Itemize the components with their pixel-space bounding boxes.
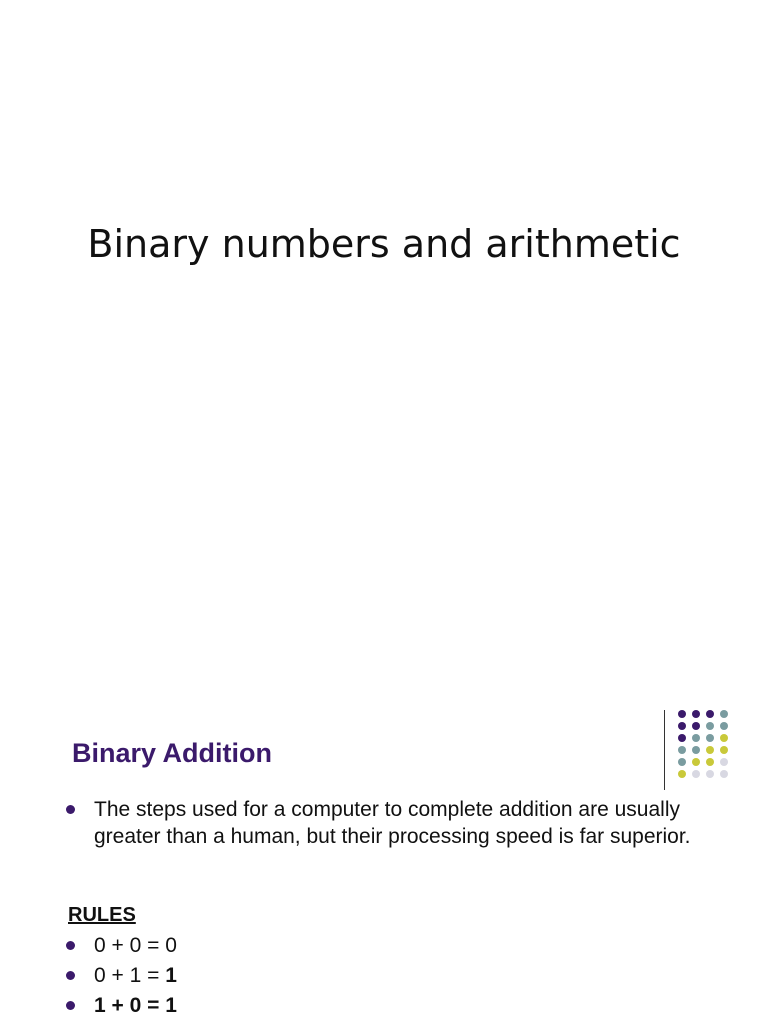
rule-expression: 0 + 1 = [94,964,166,987]
decorative-dot [720,758,728,766]
decorative-dot [706,722,714,730]
rule-expression: 1 + 0 = [94,994,166,1017]
decorative-dot [720,746,728,754]
rule-item [66,992,366,1020]
slide-heading: Binary Addition [72,738,272,768]
decorative-dot [678,758,686,766]
decorative-dot [720,770,728,778]
bullet-icon [66,971,75,980]
rule-result: 0 [165,934,177,957]
bullet-icon [66,1001,75,1010]
decorative-dot [678,710,686,718]
decorative-dot [706,770,714,778]
decorative-dot [692,758,700,766]
decorative-dot [692,770,700,778]
decorative-dot [706,710,714,718]
decorative-dot [692,746,700,754]
page-title: Binary numbers and arithmetic [87,222,681,266]
decorative-dot [692,734,700,742]
decorative-dot [706,758,714,766]
rule-item [66,962,366,990]
decorative-dot [706,746,714,754]
decorative-dot [692,722,700,730]
rule-expression: 0 + 0 = [94,934,166,957]
decorative-dot [706,734,714,742]
decorative-dot [678,722,686,730]
rule-text [94,932,177,959]
decorative-dot [678,770,686,778]
decorative-dot [720,710,728,718]
decorative-dot [720,734,728,742]
decorative-dot-grid [678,708,734,780]
rule-item [66,932,366,960]
rule-text [94,962,177,989]
rules-heading: RULES [68,904,136,926]
bullet-text: The steps used for a computer to complete addition are usually greater than a human, but their processing speed is far superior. [94,798,691,848]
rule-result: 1 [165,994,177,1017]
bullet-icon [66,805,75,814]
decorative-dot [678,734,686,742]
decorative-dot [692,710,700,718]
decorative-dot [678,746,686,754]
bullet-icon [66,941,75,950]
rule-result: 1 [165,964,177,987]
decorative-dot [720,722,728,730]
divider-line [664,710,665,790]
binary-addition-slide [0,700,768,1024]
rule-text [94,992,177,1019]
